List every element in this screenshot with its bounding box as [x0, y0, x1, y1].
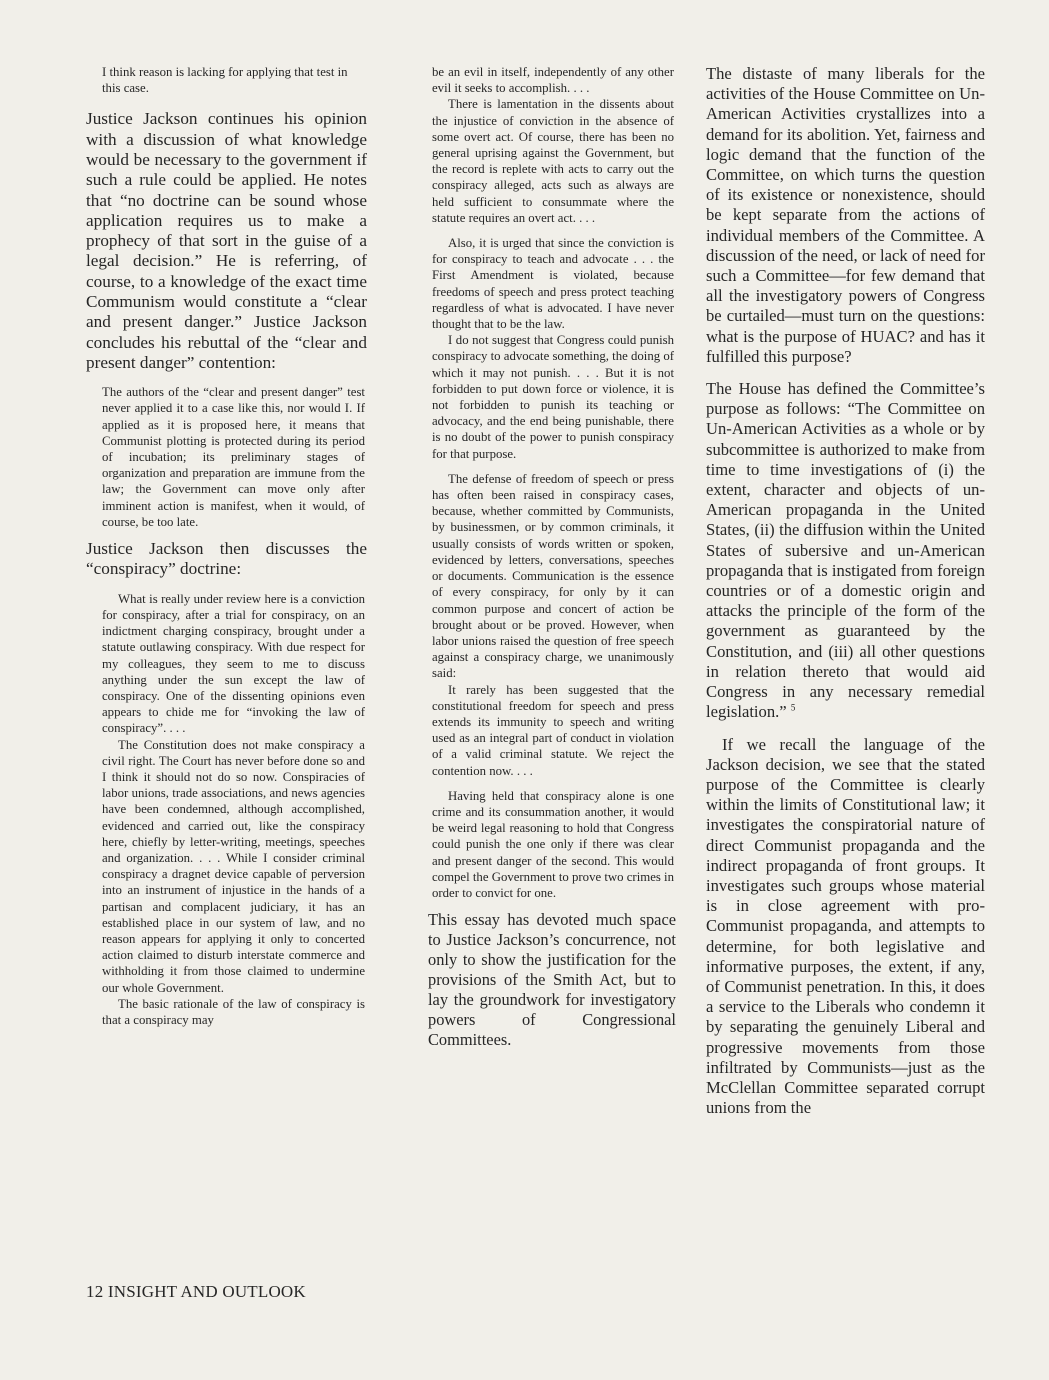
- body-text: The House has defined the Committee’s purpose as follows: “The Committee on Un-American Activities as a whole or by subcommittee is authorized to make from time to time investigations of (i) the extent, character and objects of un-American propaganda in the United States, (ii) the diffusion within the United States of subersive and un-American propaganda that is instigated from foreign countries or of a domestic origin and attacks the principle of the form of the government as guaranteed by the Constitution, and (iii) all other questions in relation thereto that would aid Congress in any necessary remedial legislation.”: [706, 379, 985, 722]
- column-1: [86, 64, 367, 1028]
- page-number: 12: [86, 1282, 104, 1301]
- block-quote: The defense of freedom of speech or press has often been raised in conspiracy cases, because, whether committed by Communists, by businessmen, or by common criminals, it usually consists of words written or spoken, evidenced by letters, conversations, speeches or documents. Communication is the essence of every conspiracy, for only by it can common purpose and concert of action be brought about or be proved. However, when labor unions raised the question of free speech against a conspiracy charge, we unanimously said:: [432, 471, 674, 681]
- block-quote: be an evil in itself, independently of any other evil it seeks to accomplish. . . .: [432, 65, 674, 96]
- column-3: [706, 64, 985, 1130]
- body-paragraph: Justice Jackson continues his opinion with a discussion of what knowledge would be necessary to the government if such a rule could be applied. He notes that “no doctrine can be sound whose application requires us to make a prophecy of that sort in the guise of a legal decision.” He is referring, of course, to a knowledge of the exact time Communism would constitute a “clear and present danger.” Justice Jackson concludes his rebuttal of the “clear and present danger” contention:: [86, 109, 367, 372]
- block-quote: The basic rationale of the law of conspiracy is that a conspiracy may: [102, 996, 365, 1027]
- quote-continuation: I think reason is lacking for applying that test in this case.: [102, 65, 348, 96]
- block-quote: The authors of the “clear and present danger” test never applied it to a case like this, nor would I. If applied as it is proposed here, it means that Communist plotting is protected during its period of incubation; its preliminary stages of organization and preparation are immune from the law; the Government can move only after imminent action is manifest, when it would, of course, be too late.: [102, 385, 365, 529]
- page-footer: [86, 1282, 306, 1302]
- block-quote: I do not suggest that Congress could punish conspiracy to advocate something, the doing of which it may not punish. . . . But it is not forbidden to put down force or violence, it is not forbidden to punish its teaching or advocacy, and the end being punishable, there is no doubt of the power to punish conspiracy for that purpose.: [432, 333, 675, 461]
- block-quote: Having held that conspiracy alone is one crime and its consummation another, it would be weird legal reasoning to hold that Congress could punish the one only if there was clear and present danger of the second. This would compel the Government to prove two crimes in order to convict for one.: [432, 788, 675, 900]
- body-paragraph: If we recall the language of the Jackson decision, we see that the stated purpose of the Committee is clearly within the limits of Constitutional law; it investigates the conspiratorial nature of direct Communist propaganda and the indirect propaganda of front groups. It investigates such groups whose material is in close agreement with pro-Communist propaganda, and attempts to determine, for both legislative and informative purposes, the extent, if any, of Communist penetration. In this, it does a service to the Liberals who condemn it by separating the genuinely Liberal and progressive movements from those infiltrated by Communists—just as the McClellan Committee separated corrupt unions from the: [706, 734, 985, 1118]
- publication-title: INSIGHT AND OUTLOOK: [107, 1282, 306, 1301]
- block-quote: What is really under review here is a conviction for conspiracy, after a trial for conspiracy, on an indictment charging conspiracy, brought under a statute outlawing conspiracy. With due respect for my colleagues, they seem to me to discuss anything under the sun except the law of conspiracy. One of the dissenting opinions even appears to chide me for “invoking the law of conspiracy”. . . .: [102, 591, 365, 736]
- block-quote: It rarely has been suggested that the constitutional freedom for speech and press extends its immunity to speech and writing used as an integral part of conduct in violation of a valid criminal statute. We reject the contention now. . . .: [432, 682, 674, 778]
- footnote-marker: 5: [790, 702, 796, 713]
- block-quote: Also, it is urged that since the conviction is for conspiracy to teach and advocate . . . the First Amendment is violated, because freedoms of speech and press protect teaching regardless of what is advocated. I have never thought that to be the law.: [432, 236, 674, 332]
- body-paragraph: Justice Jackson then discusses the “conspiracy” doctrine:: [86, 539, 367, 579]
- body-paragraph: The distaste of many liberals for the activities of the House Committee on Un-American Activities crystallizes into a demand for its abolition. Yet, fairness and logic demand that the function of the Committee, on which turns the question of its existence or nonexistence, should be kept separate from the actions of individual members of the Committee. A discussion of the need, or lack of need for such a Committee—for few demand that all the investigatory powers of Congress be curtailed—must turn on the questions: what is the purpose of HUAC? and has it fulfilled this purpose?: [706, 64, 985, 366]
- block-quote: There is lamentation in the dissents about the injustice of conviction in the absence of some overt act. Of course, there has been no general uprising against the Government, but the record is replete with acts to carry out the conspiracy alleged, acts such as always are held sufficient to consummate where the statute requires an overt act. . . .: [432, 97, 674, 225]
- block-quote: The Constitution does not make conspiracy a civil right. The Court has never before done so and I think it should not do so now. Conspiracies of labor unions, trade associations, and news agencies have been condemned, although accomplished, evidenced and carried out, like the conspiracy here, chiefly by letter-writing, meetings, speeches and organization. . . . While I consider criminal conspiracy a dragnet device capable of perversion into an instrument of injustice in the hands of a partisan and complacent judiciary, it has an established place in our system of law, and no reason appears for applying it only to concerted action claimed to disturb interstate commerce and withholding it from those claimed to undermine our whole Government.: [102, 737, 365, 995]
- body-paragraph: [706, 379, 985, 722]
- column-2: [428, 64, 676, 1061]
- body-paragraph: This essay has devoted much space to Justice Jackson’s concurrence, not only to show the justification for the provisions of the Smith Act, but to lay the groundwork for investigatory powers of Congressional Committees.: [428, 910, 676, 1050]
